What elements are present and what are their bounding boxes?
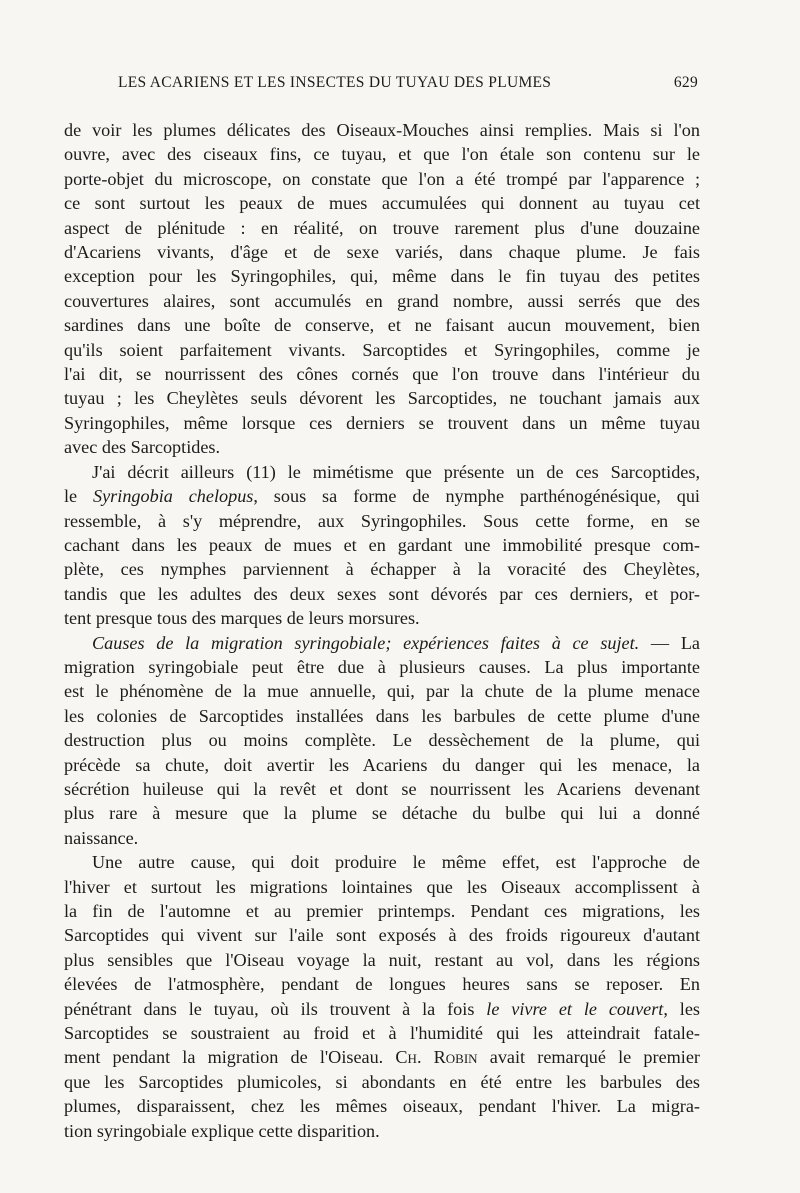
text-line: cachant dans les peaux de mues et en gardant une immobilité presque com-: [64, 534, 700, 555]
text-line: Sarcoptides qui vivent sur l'aile sont exposés à des froids rigoureux d'autant: [64, 925, 700, 946]
text-line: les colonies de Sarcoptides installées dans les barbules de cette plume d'une: [64, 705, 700, 726]
text-line: tandis que les adultes des deux sexes sont dévorés par ces derniers, et por-: [64, 583, 700, 604]
text-line: précède sa chute, doit avertir les Acariens du danger qui les menace, la: [64, 754, 700, 775]
text-fragment: pénétrant dans le tuyau, où ils trouvent à la fois: [64, 998, 487, 1019]
body-text: [64, 118, 700, 1143]
text-line: avec des Sarcoptides.: [64, 437, 221, 458]
text-line: [64, 484, 700, 508]
text-line: plumes, disparaissent, chez les mêmes oiseaux, pendant l'hiver. La migra-: [64, 1096, 700, 1117]
paragraph-1: [64, 118, 700, 460]
text-line: aspect de plénitude : en réalité, on trouve rarement plus d'une douzaine: [64, 217, 700, 238]
page-number: 629: [673, 74, 698, 91]
text-line: tuyau ; les Cheylètes seuls dévorent les Sarcoptides, ne touchant jamais aux: [64, 388, 700, 409]
running-header: [118, 74, 698, 92]
text-line: que les Sarcoptides plumicoles, si abondants en été entre les barbules des: [64, 1071, 700, 1092]
text-line: migration syringobiale peut être due à plusieurs causes. La plus importante: [64, 656, 700, 677]
text-line: ce sont surtout les peaux de mues accumulées qui donnent au tuyau cet: [64, 193, 700, 214]
text-line: plète, ces nymphes parviennent à échapper à la voracité des Cheylètes,: [64, 559, 700, 580]
text-line: de voir les plumes délicates des Oiseaux-Mouches ainsi remplies. Mais si l'on: [64, 120, 700, 140]
text-line: plus sensibles que l'Oiseau voyage la nuit, restant au vol, dans les régions: [64, 949, 700, 970]
text-fragment: le: [64, 486, 94, 507]
text-fragment: , les: [663, 998, 700, 1019]
author-name: Ch. Robin: [395, 1047, 478, 1068]
text-line: [64, 631, 700, 655]
text-line: l'hiver et surtout les migrations lointaines que les Oiseaux accomplissent à: [64, 876, 700, 897]
running-title: LES ACARIENS ET LES INSECTES DU TUYAU DES PLUMES: [118, 74, 552, 91]
text-fragment: avait remarqué le premier: [477, 1047, 700, 1068]
text-line: destruction plus ou moins complète. Le dessèchement de la plume, qui: [64, 730, 700, 751]
text-fragment: ment pendant la migration de l'Oiseau.: [64, 1047, 396, 1068]
text-line: J'ai décrit ailleurs (11) le mimétisme que présente un de ces Sarcoptides,: [92, 461, 700, 482]
text-line: la fin de l'automne et au premier printemps. Pendant ces migrations, les: [64, 901, 700, 921]
section-heading: Causes de la migration syringobiale; expériences faites à ce sujet.: [92, 632, 640, 653]
paragraph-4: [64, 850, 700, 1143]
text-line: naissance.: [64, 827, 139, 848]
text-line: qu'ils soient parfaitement vivants. Sarcoptides et Syringophiles, comme je: [64, 339, 700, 360]
text-line: [64, 1045, 700, 1069]
paragraph-3: [64, 631, 700, 851]
text-line: porte-objet du microscope, on constate que l'on a été trompé par l'apparence ;: [64, 168, 700, 189]
text-line: Une autre cause, qui doit produire le même effet, est l'approche de: [92, 852, 700, 873]
text-line: l'ai dit, se nourrissent des cônes cornés que l'on trouve dans l'intérieur du: [64, 364, 700, 385]
text-line: d'Acariens vivants, d'âge et de sexe variés, dans chaque plume. Je fais: [64, 242, 700, 263]
text-line: Syringophiles, même lorsque ces derniers se trouvent dans un même tuyau: [64, 412, 700, 433]
text-line: [64, 997, 700, 1021]
text-line: sardines dans une boîte de conserve, et ne faisant aucun mouvement, bien: [64, 315, 700, 336]
text-line: plus rare à mesure que la plume se détache du bulbe qui lui a donné: [64, 803, 700, 824]
text-line: est le phénomène de la mue annuelle, qui, par la chute de la plume menace: [64, 681, 700, 702]
text-line: ouvre, avec des ciseaux fins, ce tuyau, et que l'on étale son contenu sur le: [64, 144, 700, 165]
emphasis: le vivre et le couvert: [486, 998, 664, 1019]
text-line: exception pour les Syringophiles, qui, même dans le fin tuyau des petites: [64, 266, 700, 287]
text-fragment: — La: [639, 632, 700, 653]
species-name: Syringobia chelopus: [93, 486, 254, 507]
text-line: sécrétion huileuse qui la revêt et dont se nourrissent les Acariens devenant: [64, 778, 700, 799]
text-line: ressemble, à s'y méprendre, aux Syringophiles. Sous cette forme, en se: [64, 510, 700, 531]
text-line: élevées de l'atmosphère, pendant de longues heures sans se reposer. En: [64, 974, 700, 995]
text-line: couvertures alaires, sont accumulés en grand nombre, aussi serrés que des: [64, 290, 700, 311]
text-line: tion syringobiale explique cette disparition.: [64, 1120, 380, 1141]
text-fragment: , sous sa forme de nymphe parthénogénésique, qui: [253, 486, 700, 507]
text-line: tent presque tous des marques de leurs morsures.: [64, 608, 420, 629]
text-line: Sarcoptides se soustraient au froid et à l'humidité qui les atteindrait fatale-: [64, 1023, 700, 1044]
paragraph-2: [64, 460, 700, 631]
